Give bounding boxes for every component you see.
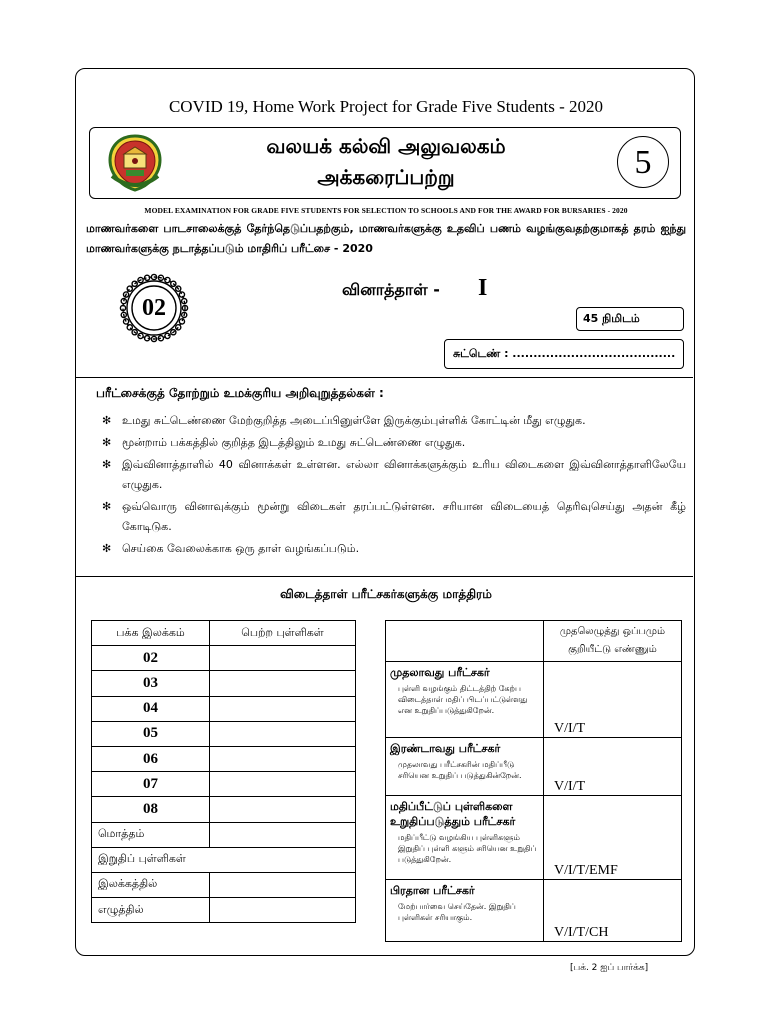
page-number: 07 — [92, 772, 210, 797]
marks-cell[interactable] — [210, 772, 356, 797]
page-number: 03 — [92, 671, 210, 696]
section-divider — [76, 377, 693, 378]
covid-title: COVID 19, Home Work Project for Grade Five Students - 2020 — [168, 97, 604, 116]
marks-cell[interactable] — [210, 721, 356, 746]
examiner-code[interactable]: V/I/T/CH — [544, 880, 682, 942]
examiner-cell — [386, 662, 544, 738]
instruction-item: ✻ உமது சுட்டெண்ணை மேற்குறித்த அடைப்பினுள்ளே இருக்கும்புள்ளிக் கோட்டின் மீது எழுதுக. — [96, 411, 686, 431]
marks-cell[interactable] — [210, 797, 356, 822]
page-number: 05 — [92, 721, 210, 746]
table-row — [386, 796, 682, 880]
examiner-declaration: மதிப்பீட்டு வழங்கிய புள்ளிகளும் இறுதிப் புள்ளி களும் சரியென உறுதிப் படுத்துகிறேன். — [398, 833, 537, 864]
paper-number-seal — [119, 273, 189, 343]
table-row — [92, 872, 356, 897]
signature-header: முதலெழுத்து ஒப்பமும் குறியீட்டு எண்ணும் — [544, 621, 682, 662]
examiner-code[interactable]: V/I/T — [544, 662, 682, 738]
examiner-title: முதலாவது பரீட்சகர் — [390, 666, 490, 679]
in-figures-cell[interactable] — [210, 872, 356, 897]
marks-cell[interactable] — [210, 646, 356, 671]
table-row — [92, 721, 356, 746]
duration-box: 45 நிமிடம் — [576, 307, 684, 331]
question-paper-part: I — [478, 275, 488, 301]
instruction-item: ✻ இவ்வினாத்தாளில் 40 வினாக்கள் உள்ளன. எல்லா வினாக்களுக்கும் உரிய விடைகளை இவ்வினாத்தாளிலேயே எழுதுக. — [96, 455, 686, 495]
grade-badge: 5 — [617, 136, 669, 188]
examiner-cell — [386, 796, 544, 880]
examiner-title: பிரதான பரீட்சகர் — [390, 884, 475, 897]
examiner-declaration: மேற்பார்வை செய்தேன். இறுதிப் புள்ளிகள் சரியாகும். — [398, 902, 516, 922]
marks-cell[interactable] — [210, 696, 356, 721]
table-row — [92, 822, 356, 847]
page-number: 06 — [92, 746, 210, 771]
table-row — [92, 847, 356, 872]
examiner-declaration: முதலாவது பரீட்சகரின் மதிப்பீடு சரியென உறுதிப் படுத்துகின்றேன். — [398, 760, 522, 780]
index-number-field[interactable]: சுட்டெண் : ....................................... — [444, 339, 684, 369]
table-row — [92, 671, 356, 696]
section-divider — [76, 576, 693, 577]
instructions-title: பரீட்சைக்குத் தோற்றும் உமக்குரிய அறிவுறுத்தல்கள் : — [96, 386, 384, 400]
examiners-only-heading: விடைத்தாள் பரீட்சகர்களுக்கு மாத்திரம் — [280, 587, 492, 601]
examiner-declaration: புள்ளி வழங்கும் திட்டத்திற் கேற்ப விடைத்தாள் மதிப் பிடப்பட்டுள்ளது என உறுதிப்படுத்துகிறேன். — [398, 684, 528, 715]
bullet-star-icon: ✻ — [102, 436, 112, 449]
instructions-list — [96, 411, 686, 561]
page-number: 02 — [92, 646, 210, 671]
table-row — [92, 898, 356, 923]
table-row — [386, 880, 682, 942]
exam-cover-frame — [75, 68, 695, 956]
zonal-office-title: வலயக் கல்வி அலுவலகம் — [266, 134, 506, 158]
table-header-row — [92, 621, 356, 646]
in-words-cell[interactable] — [210, 898, 356, 923]
table-row — [92, 797, 356, 822]
bullet-star-icon: ✻ — [102, 414, 112, 427]
table-header-row — [386, 621, 682, 662]
marks-table — [91, 620, 356, 923]
examiner-cell — [386, 738, 544, 796]
model-exam-subtitle: MODEL EXAMINATION FOR GRADE FIVE STUDENTS FOR SELECTION TO SCHOOLS AND FOR THE AWARD FOR BURSARIES - 2020 — [144, 206, 628, 215]
table-row — [386, 662, 682, 738]
blank-header-cell — [386, 621, 544, 662]
instruction-item: ✻ மூன்றாம் பக்கத்தில் குறித்த இடத்திலும் உமது சுட்டெண்ணை எழுதுக. — [96, 433, 686, 453]
bullet-star-icon: ✻ — [102, 458, 112, 471]
examiner-signature-table — [385, 620, 682, 942]
examiner-title: மதிப்பீட்டுப் புள்ளிகளை உறுதிப்படுத்தும் பரீட்சகர் — [390, 800, 516, 828]
instruction-item: ✻ ஒவ்வொரு வினாவுக்கும் மூன்று விடைகள் தரப்பட்டுள்ளன. சரியான விடையைத் தெரிவுசெய்து அதன் கீழ் கோடிடுக. — [96, 497, 686, 537]
examiner-code[interactable]: V/I/T — [544, 738, 682, 796]
instruction-item: ✻ செய்கை வேலைக்காக ஒரு தாள் வழங்கப்படும். — [96, 539, 686, 559]
table-row — [92, 772, 356, 797]
in-words-label: எழுத்தில் — [92, 898, 210, 923]
table-row — [92, 746, 356, 771]
col-header-page: பக்க இலக்கம் — [92, 621, 210, 646]
table-row — [92, 646, 356, 671]
examiner-code[interactable]: V/I/T/EMF — [544, 796, 682, 880]
bullet-star-icon: ✻ — [102, 542, 112, 555]
table-row — [92, 696, 356, 721]
exam-description-tamil: மாணவர்களை பாடசாலைக்குத் தேர்ந்தெடுப்பதற்கும், மாணவர்களுக்கு உதவிப் பணம் வழங்குவதற்குமாகத் தரம் ஐந்து மாணவர்களுக்கு நடாத்தப்படும் மாதிரிப் பரீட்சை - 2020 — [86, 222, 686, 255]
office-header-box — [89, 127, 681, 199]
examiner-title: இரண்டாவது பரீட்சகர் — [390, 742, 501, 755]
paper-number: 02 — [142, 295, 166, 321]
page-number: 04 — [92, 696, 210, 721]
table-row — [386, 738, 682, 796]
examiner-cell — [386, 880, 544, 942]
bullet-star-icon: ✻ — [102, 500, 112, 513]
page-number: 08 — [92, 797, 210, 822]
final-marks-label: இறுதிப் புள்ளிகள் — [92, 847, 356, 872]
page-turn-note: [பக். 2 ஐப் பார்க்க] — [570, 963, 649, 973]
question-paper-title: வினாத்தாள் - — [342, 280, 440, 299]
total-label: மொத்தம் — [92, 822, 210, 847]
marks-cell[interactable] — [210, 671, 356, 696]
zonal-office-location: அக்கரைப்பற்று — [317, 165, 455, 189]
marks-cell[interactable] — [210, 746, 356, 771]
in-figures-label: இலக்கத்தில் — [92, 872, 210, 897]
total-cell[interactable] — [210, 822, 356, 847]
col-header-marks: பெற்ற புள்ளிகள் — [210, 621, 356, 646]
